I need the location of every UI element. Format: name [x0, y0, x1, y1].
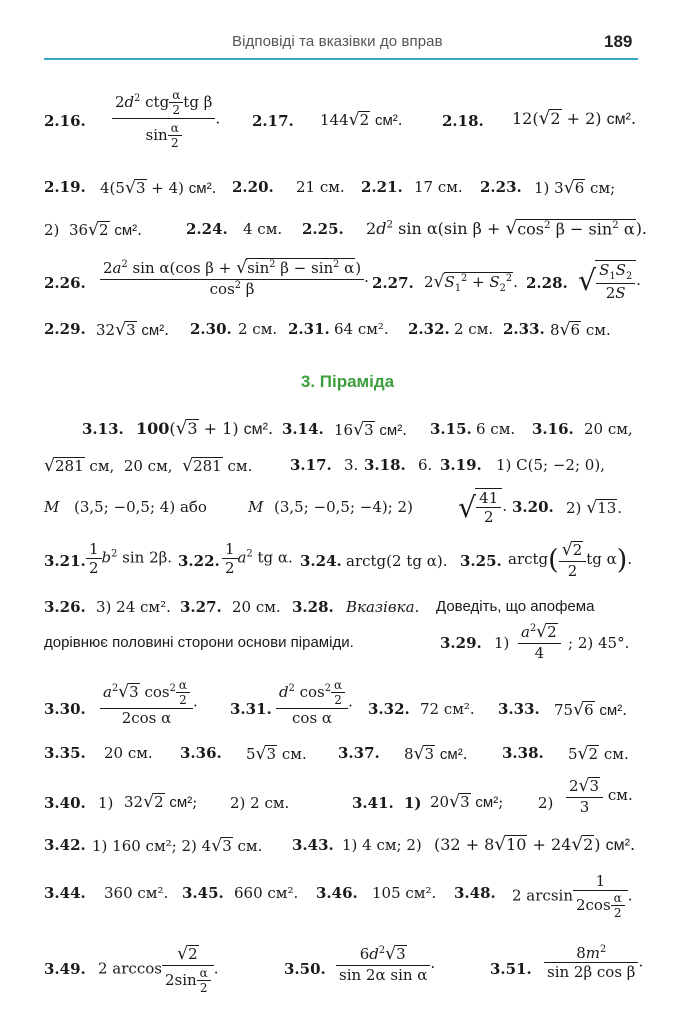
formula: $\frac{a^2√2}{4}$: [518, 622, 561, 662]
answer-number: 3.42.: [44, 836, 86, 854]
answer-number: 3.15.: [430, 420, 472, 438]
answer-value: ; 2) 45°.: [568, 634, 630, 652]
answer-number: 2.26.: [44, 274, 86, 292]
answer-number: 3.19.: [440, 456, 482, 474]
answer-value: 6.: [418, 456, 433, 474]
answer-line: [0, 598, 695, 622]
answer-value: Доведіть, що апофема: [436, 598, 595, 615]
answer-number: 3.38.: [502, 744, 544, 762]
answer-number: 3.33.: [498, 700, 540, 718]
formula: √281 см, 20 см, √281 см.: [44, 456, 253, 476]
answer-value: 360 см².: [104, 884, 169, 902]
answer-value: 72 см².: [420, 700, 475, 718]
answer-value: дорівнює половині сторони основи піраміди.: [44, 634, 354, 651]
formula: 5√2 см.: [568, 744, 629, 764]
answer-number: 3.18.: [364, 456, 406, 474]
answer-value: 105 см².: [372, 884, 437, 902]
answer-number: 3.35.: [44, 744, 86, 762]
answer-number: 3.40.: [44, 794, 86, 812]
answer-number: 3.25.: [460, 552, 502, 570]
formula: arctg( $\frac{√2}{2}$ tg α).: [508, 540, 633, 580]
formula: $\frac{6d^2√3}{\text{sin 2α sin α}}$ .: [336, 944, 435, 984]
answer-line: [0, 872, 695, 936]
answer-number: 3.43.: [292, 836, 334, 854]
answer-value: 1): [494, 634, 510, 652]
answer-value: 1): [98, 794, 114, 812]
answer-line: [0, 420, 695, 444]
page-header: [0, 0, 695, 62]
formula: 4(5√3 + 4) см².: [100, 178, 217, 198]
formula: $\frac{8m^2}{\text{sin 2β cos β}}$ .: [544, 944, 643, 981]
answer-number: 3.22.: [178, 552, 220, 570]
answer-value: 2): [538, 794, 554, 812]
formula: $\frac{1}{2}$ $a^2$ tg α.: [222, 540, 293, 577]
formula: $a^2√3$ $\cos^2$ $\frac{\alpha}{2}$ 2cos α .: [100, 678, 198, 727]
answer-number: 2.17.: [252, 112, 294, 130]
answer-number: 2.23.: [480, 178, 522, 196]
answer-value: M: [44, 498, 60, 516]
answer-number: 3.48.: [454, 884, 496, 902]
formula: 144√2 см².: [320, 110, 403, 130]
answer-line: [0, 540, 695, 588]
answer-value: 2 см.: [238, 320, 278, 338]
answer-value: 3) 24 см².: [96, 598, 171, 616]
section-title: 3. Піраміда: [300, 372, 395, 391]
answer-number: 3.45.: [182, 884, 224, 902]
answer-value: 1) 4 см; 2): [342, 836, 422, 854]
formula: 1) 160 см²; 2) 4√3 см.: [92, 836, 263, 856]
answer-value: 660 см².: [234, 884, 299, 902]
formula: $2d^2$ ctg $\frac{\alpha}{2}$ tg β sin $\frac{\alpha}{2}$ .: [112, 88, 220, 151]
answer-value: 4 см.: [243, 220, 283, 238]
formula: 2) 36√2 см².: [44, 220, 142, 240]
header-title: Відповіді та вказівки до вправ: [232, 33, 443, 50]
answer-number: 2.24.: [186, 220, 228, 238]
answer-number: 3.26.: [44, 598, 86, 616]
answer-number: 3.13.: [82, 420, 124, 438]
formula: $\frac{2√3}{3}$ см.: [566, 776, 633, 816]
formula: 2 arcsin 1 2cos $\frac{\alpha}{2}$ .: [512, 872, 633, 921]
answer-line: [0, 944, 695, 1016]
formula: $d^2$ $\cos^2$ $\frac{\alpha}{2}$ cos α .: [276, 678, 353, 727]
answer-value: 17 см.: [414, 178, 463, 196]
formula: arctg(2 tg α).: [346, 552, 448, 570]
answer-number: 2.27.: [372, 274, 414, 292]
answer-line: [0, 88, 695, 168]
answer-number: 3.28.: [292, 598, 334, 616]
formula: 8√3 см².: [404, 744, 468, 764]
answer-number: 3.16.: [532, 420, 574, 438]
answer-number: 3.51.: [490, 960, 532, 978]
formula: (32 + 8√10 + 24√2) см².: [434, 834, 636, 855]
answer-line: [0, 258, 695, 310]
answer-number: 2.29.: [44, 320, 86, 338]
answer-line: [0, 836, 695, 862]
formula: $\frac{1}{2}$ $b^2$ sin 2β.: [86, 540, 172, 577]
answer-value: 2 см.: [454, 320, 494, 338]
answer-number: 2.28.: [526, 274, 568, 292]
answer-line: [0, 622, 695, 666]
formula: 8√6 см.: [550, 320, 611, 340]
answer-number: 3.46.: [316, 884, 358, 902]
formula: $2d^2$ sin α(sin $\beta + √\cos^2$ $\beta - \sin^2 \alpha$).: [366, 218, 648, 239]
answer-number: 2.31.: [288, 320, 330, 338]
answer-number: 3.20.: [512, 498, 554, 516]
formula: 1) 3√6 см;: [534, 178, 616, 198]
answer-number: 3.30.: [44, 700, 86, 718]
formula: 2) √13.: [566, 498, 623, 518]
answer-value: 1) C(5; −2; 0),: [496, 456, 605, 474]
answer-line: [0, 320, 695, 344]
answer-value: 20 см,: [584, 420, 633, 438]
answer-number: 2.30.: [190, 320, 232, 338]
answer-line: [0, 678, 695, 738]
formula: 16√3 см².: [334, 420, 408, 440]
formula: $2√S_1^2 + S_2^2$.: [424, 272, 518, 294]
answer-number: 3.36.: [180, 744, 222, 762]
answer-number: 3.29.: [440, 634, 482, 652]
formula: √ $\frac{41}{2}$ .: [458, 489, 508, 526]
answer-number: 3.37.: [338, 744, 380, 762]
answer-line: [0, 220, 695, 246]
answer-value: (3,5; −0,5; 4) або: [74, 498, 207, 516]
answer-value: 2) 2 см.: [230, 794, 290, 812]
formula: 12(√2 + 2) см².: [512, 108, 637, 129]
answer-number: 3.50.: [284, 960, 326, 978]
formula: 20√3 см²;: [430, 792, 504, 812]
answer-line: [0, 744, 695, 768]
answer-number: 3.21.: [44, 552, 86, 570]
answer-value: 1): [404, 794, 422, 812]
answer-line: [0, 456, 695, 480]
header-rule: [44, 58, 638, 60]
answer-line: [0, 488, 695, 536]
formula: 2 arccos √2 2sin $\frac{\alpha}{2}$ .: [98, 944, 219, 996]
answer-number: 3.27.: [180, 598, 222, 616]
answer-number: 3.24.: [300, 552, 342, 570]
formula: 5√3 см.: [246, 744, 307, 764]
answer-number: 3.49.: [44, 960, 86, 978]
answer-line: [0, 178, 695, 202]
answer-value: Вказівка.: [346, 598, 420, 616]
answer-number: 3.32.: [368, 700, 410, 718]
answer-number: 3.14.: [282, 420, 324, 438]
answer-number: 2.20.: [232, 178, 274, 196]
answer-number: 2.18.: [442, 112, 484, 130]
answer-number: 3.44.: [44, 884, 86, 902]
formula: $\frac{2a^2 \sin \alpha(\cos \beta + √\sin^2 \beta - \sin^2 \alpha)}{\cos^2 \beta}$ .: [100, 258, 369, 298]
formula: √ $\frac{S_1S_2}{2S}$ .: [578, 261, 641, 302]
answer-number: 2.16.: [44, 112, 86, 130]
answer-number: 3.31.: [230, 700, 272, 718]
answer-number: 2.32.: [408, 320, 450, 338]
answer-number: 3.41.: [352, 794, 394, 812]
answer-number: 3.17.: [290, 456, 332, 474]
answer-value: (3,5; −0,5; −4); 2): [274, 498, 413, 516]
answer-number: 2.21.: [361, 178, 403, 196]
answer-value: M: [248, 498, 264, 516]
answer-number: 2.25.: [302, 220, 344, 238]
answer-line: [0, 776, 695, 828]
page-number: 189: [604, 32, 633, 51]
formula: 32√3 см².: [96, 320, 170, 340]
formula: 75√6 см².: [554, 700, 628, 720]
answer-number: 2.19.: [44, 178, 86, 196]
answer-number: 2.33.: [503, 320, 545, 338]
formula: 32√2 см²;: [124, 792, 198, 812]
answer-value: 6 см.: [476, 420, 516, 438]
answer-value: 20 см.: [104, 744, 153, 762]
answer-value: 3.: [344, 456, 359, 474]
formula: 100(√3 + 1) см².: [136, 418, 274, 439]
answer-value: 64 см².: [334, 320, 389, 338]
answer-value: 20 см.: [232, 598, 281, 616]
answer-value: 21 см.: [296, 178, 345, 196]
